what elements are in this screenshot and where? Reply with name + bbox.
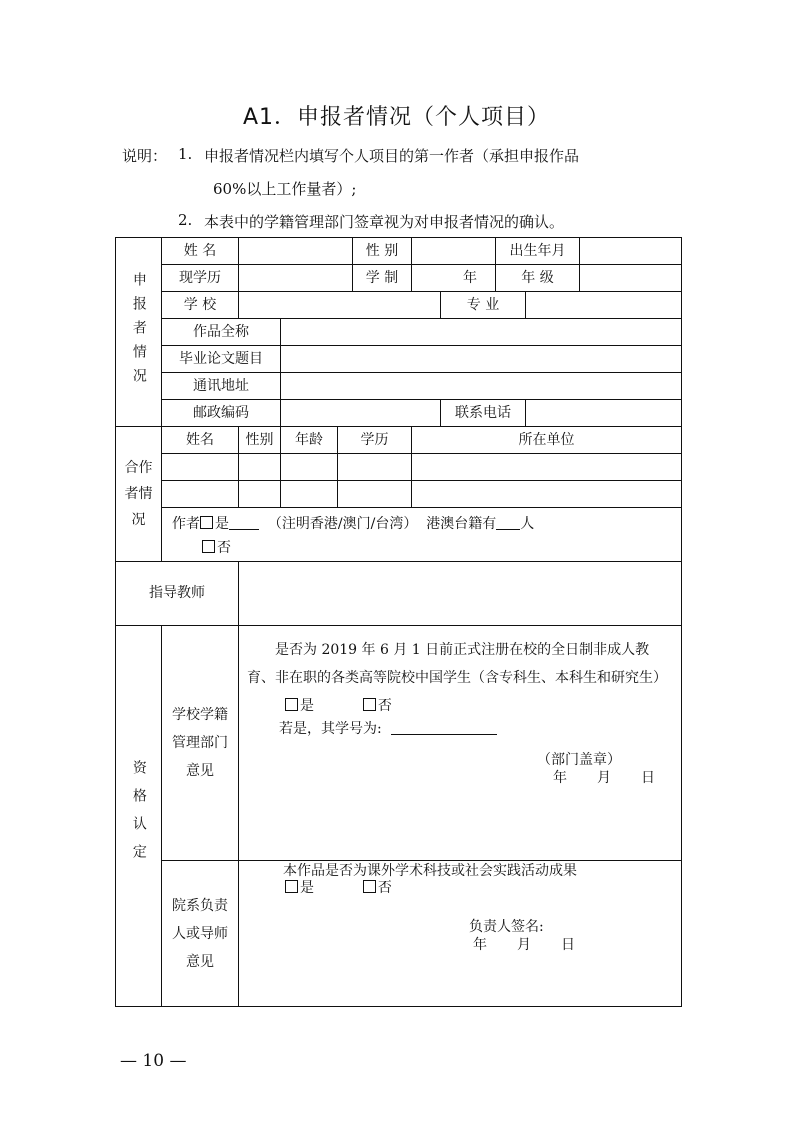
birth-field[interactable] [580,238,682,265]
hk-count-suffix: 人 [520,516,535,532]
dept-no-label: 否 [377,879,392,896]
registry-yes-no [247,698,673,715]
coauthor-2-age[interactable] [281,481,338,508]
hk-region-blank[interactable] [229,529,259,530]
yes-checkbox[interactable] [200,516,213,529]
dept-date-month: 月 [517,937,531,954]
coauthor-1-gender[interactable] [239,454,281,481]
grade-label: 年 级 [496,265,580,292]
dept-date-day: 日 [561,937,575,954]
name-field[interactable] [239,238,353,265]
registry-yes-label: 是 [300,698,314,714]
coauthor-header-unit: 所在单位 [412,427,682,454]
school-field[interactable] [239,292,441,319]
major-field[interactable] [526,292,682,319]
registry-date [247,770,673,787]
hk-count-prefix: 港澳台籍有 [426,516,497,532]
note-2-text: 本表中的学籍管理部门签章视为对申报者情况的确认。 [204,213,565,231]
hk-mo-tw-row [162,508,682,562]
application-form-table [115,237,682,1007]
registry-date-month: 月 [597,770,611,787]
stamp-line: （部门盖章） [537,751,621,768]
registry-date-day: 日 [641,770,655,787]
region-note: （注明香港/澳门/台湾） [267,516,418,532]
dept-no-checkbox[interactable] [363,880,376,893]
dept-opinion-cell [239,861,682,1007]
major-label: 专 业 [441,292,526,319]
coauthor-1-education[interactable] [338,454,412,481]
hk-count-blank[interactable] [496,529,520,530]
name-label: 姓 名 [162,238,239,265]
student-id-line [247,721,673,738]
notes-prefix: 说明： [122,147,168,165]
registry-opinion-cell [239,626,682,861]
author-prefix: 作者 [172,516,200,532]
coauthor-2-unit[interactable] [412,481,682,508]
advisor-field[interactable] [239,562,682,626]
registry-question: 是否为 2019 年 6 月 1 日前正式注册在校的全日制非成人教育、非在职的各类高等院校中国学生（含专科生、本科生和研究生） [247,642,667,686]
coauthor-1-age[interactable] [281,454,338,481]
dept-date-year: 年 [473,937,487,954]
no-line [172,536,681,560]
dept-yes-checkbox[interactable] [285,880,298,893]
school-label: 学 校 [162,292,239,319]
registry-yes-checkbox[interactable] [285,698,298,711]
thesis-label: 毕业论文题目 [162,346,281,373]
applicant-section-label: 申报者情况 [116,238,162,427]
thesis-field[interactable] [281,346,682,373]
coauthor-section-label: 合作者情况 [116,427,162,562]
advisor-label: 指导教师 [116,562,239,626]
coauthor-header-gender: 性别 [239,427,281,454]
coauthor-2-gender[interactable] [239,481,281,508]
dept-question: 本作品是否为课外学术科技或社会实践活动成果 [283,863,577,879]
address-label: 通讯地址 [162,373,281,400]
qualification-section-label: 资格认定 [116,626,162,1007]
phone-label: 联系电话 [441,400,526,427]
registry-no-label: 否 [377,698,392,714]
student-id-label: 若是，其学号为: [279,720,382,737]
coauthor-2-education[interactable] [338,481,412,508]
page-number: — 10 — [120,1051,187,1071]
page-title: A1．申报者情况（个人项目） [242,105,551,130]
registry-no-checkbox[interactable] [363,698,376,711]
note-2-number: 2. [178,211,193,229]
note-1-number: 1. [178,145,193,163]
schooling-label: 学 制 [353,265,412,292]
registry-date-year: 年 [553,770,567,787]
dept-yes-label: 是 [300,879,314,896]
address-field[interactable] [281,373,682,400]
coauthor-1-name[interactable] [162,454,239,481]
registry-label: 学校学籍管理部门意见 [162,626,239,861]
education-label: 现学历 [162,265,239,292]
no-checkbox[interactable] [202,540,215,553]
birth-label: 出生年月 [496,238,580,265]
yes-label: 是 [215,516,229,532]
hk-mo-tw-line [172,512,681,536]
dept-label: 院系负责人或导师意见 [162,861,239,1007]
note-1-line2: 60%以上工作量者）; [213,180,357,198]
student-id-blank[interactable] [391,734,497,735]
schooling-field[interactable] [412,265,496,292]
no-label: 否 [217,540,231,556]
grade-field[interactable] [580,265,682,292]
work-title-label: 作品全称 [162,319,281,346]
coauthor-header-education: 学历 [338,427,412,454]
coauthor-1-unit[interactable] [412,454,682,481]
postcode-label: 邮政编码 [162,400,281,427]
dept-yes-no [247,880,673,897]
coauthor-header-name: 姓名 [162,427,239,454]
postcode-field[interactable] [281,400,441,427]
gender-field[interactable] [412,238,496,265]
phone-field[interactable] [526,400,682,427]
coauthor-header-age: 年龄 [281,427,338,454]
coauthor-2-name[interactable] [162,481,239,508]
year-unit: 年 [463,269,478,286]
note-1-line1: 申报者情况栏内填写个人项目的第一作者（承担申报作品 [204,147,580,165]
gender-label: 性 别 [353,238,412,265]
signature-label: 负责人签名: [469,918,544,935]
work-title-field[interactable] [281,319,682,346]
education-field[interactable] [239,265,353,292]
dept-date [247,937,673,954]
